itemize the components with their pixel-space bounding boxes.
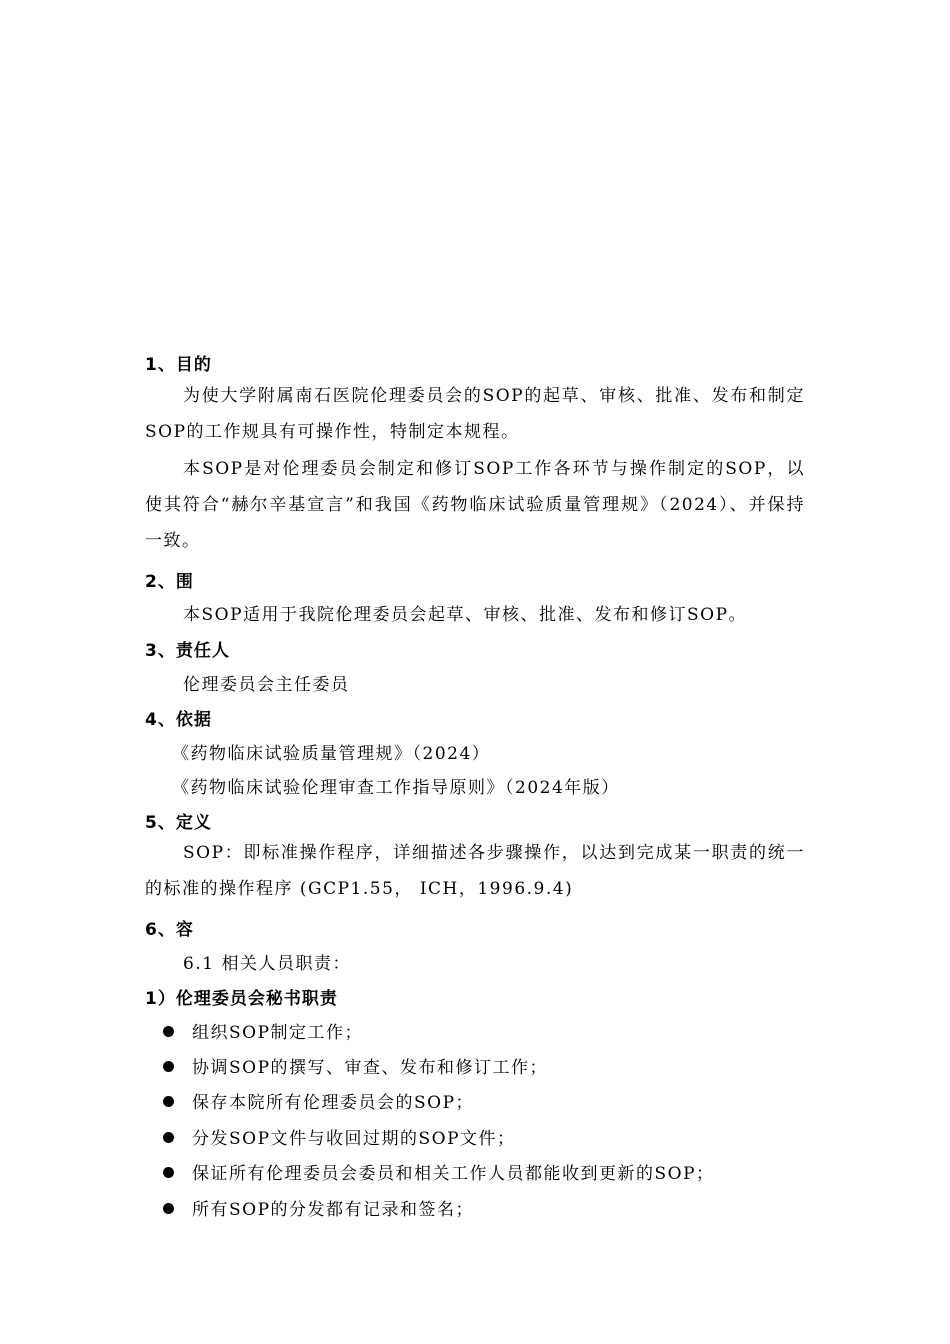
section-1-paragraph-1: 为使大学附属南石医院伦理委员会的SOP的起草、审核、批准、发布和制定SOP的工作规具有可操作性，特制定本规程。 bbox=[145, 386, 805, 442]
bullet-dot-icon bbox=[163, 1026, 174, 1037]
bullet-dot-icon bbox=[163, 1096, 174, 1107]
bullet-dot-icon bbox=[163, 1061, 174, 1072]
bullet-text: 保存本院所有伦理委员会的SOP； bbox=[192, 1093, 475, 1113]
bullet-dot-icon bbox=[163, 1203, 174, 1214]
section-4-heading: 4、依据 bbox=[145, 710, 212, 730]
bullet-text: 保证所有伦理委员会委员和相关工作人员都能收到更新的SOP； bbox=[192, 1164, 715, 1184]
bullet-text: 协调SOP的撰写、审查、发布和修订工作； bbox=[192, 1058, 549, 1078]
section-4-line-2: 《药物临床试验伦理审查工作指导原则》（2024年版） bbox=[172, 778, 620, 798]
bullet-item bbox=[163, 1053, 548, 1078]
section-3-text: 伦理委员会主任委员 bbox=[183, 675, 350, 695]
section-4-line-1: 《药物临床试验质量管理规》（2024） bbox=[172, 744, 491, 764]
bullet-dot-icon bbox=[163, 1167, 174, 1178]
section-5-text: SOP：即标准操作程序，详细描述各步骤操作，以达到完成某一职责的统一的标准的操作程序 (GCP1.55， ICH，1996.9.4) bbox=[145, 843, 805, 899]
bullet-text: 分发SOP文件与收回过期的SOP文件； bbox=[192, 1129, 516, 1149]
section-1-heading: 1、目的 bbox=[145, 355, 212, 375]
section-6-subsection-title: 1）伦理委员会秘书职责 bbox=[145, 989, 338, 1009]
bullet-dot-icon bbox=[163, 1132, 174, 1143]
bullet-text: 所有SOP的分发都有记录和签名； bbox=[192, 1200, 475, 1220]
bullet-text: 组织SOP制定工作； bbox=[192, 1023, 364, 1043]
bullet-item bbox=[163, 1124, 516, 1149]
section-2-heading: 2、围 bbox=[145, 572, 194, 592]
section-6-heading: 6、容 bbox=[145, 920, 194, 940]
bullet-item bbox=[163, 1088, 474, 1113]
section-1-paragraph-2: 本SOP是对伦理委员会制定和修订SOP工作各环节与操作制定的SOP，以使其符合“赫尔辛基宣言”和我国《药物临床试验质量管理规》（2024）、并保持一致。 bbox=[145, 459, 805, 551]
bullet-item bbox=[163, 1195, 474, 1220]
section-6-subheading: 6.1 相关人员职责： bbox=[183, 954, 351, 974]
section-3-heading: 3、责任人 bbox=[145, 641, 230, 661]
bullet-item bbox=[163, 1018, 363, 1043]
section-5-heading: 5、定义 bbox=[145, 813, 212, 833]
section-2-text: 本SOP适用于我院伦理委员会起草、审核、批准、发布和修订SOP。 bbox=[183, 605, 748, 625]
bullet-item bbox=[163, 1159, 715, 1184]
